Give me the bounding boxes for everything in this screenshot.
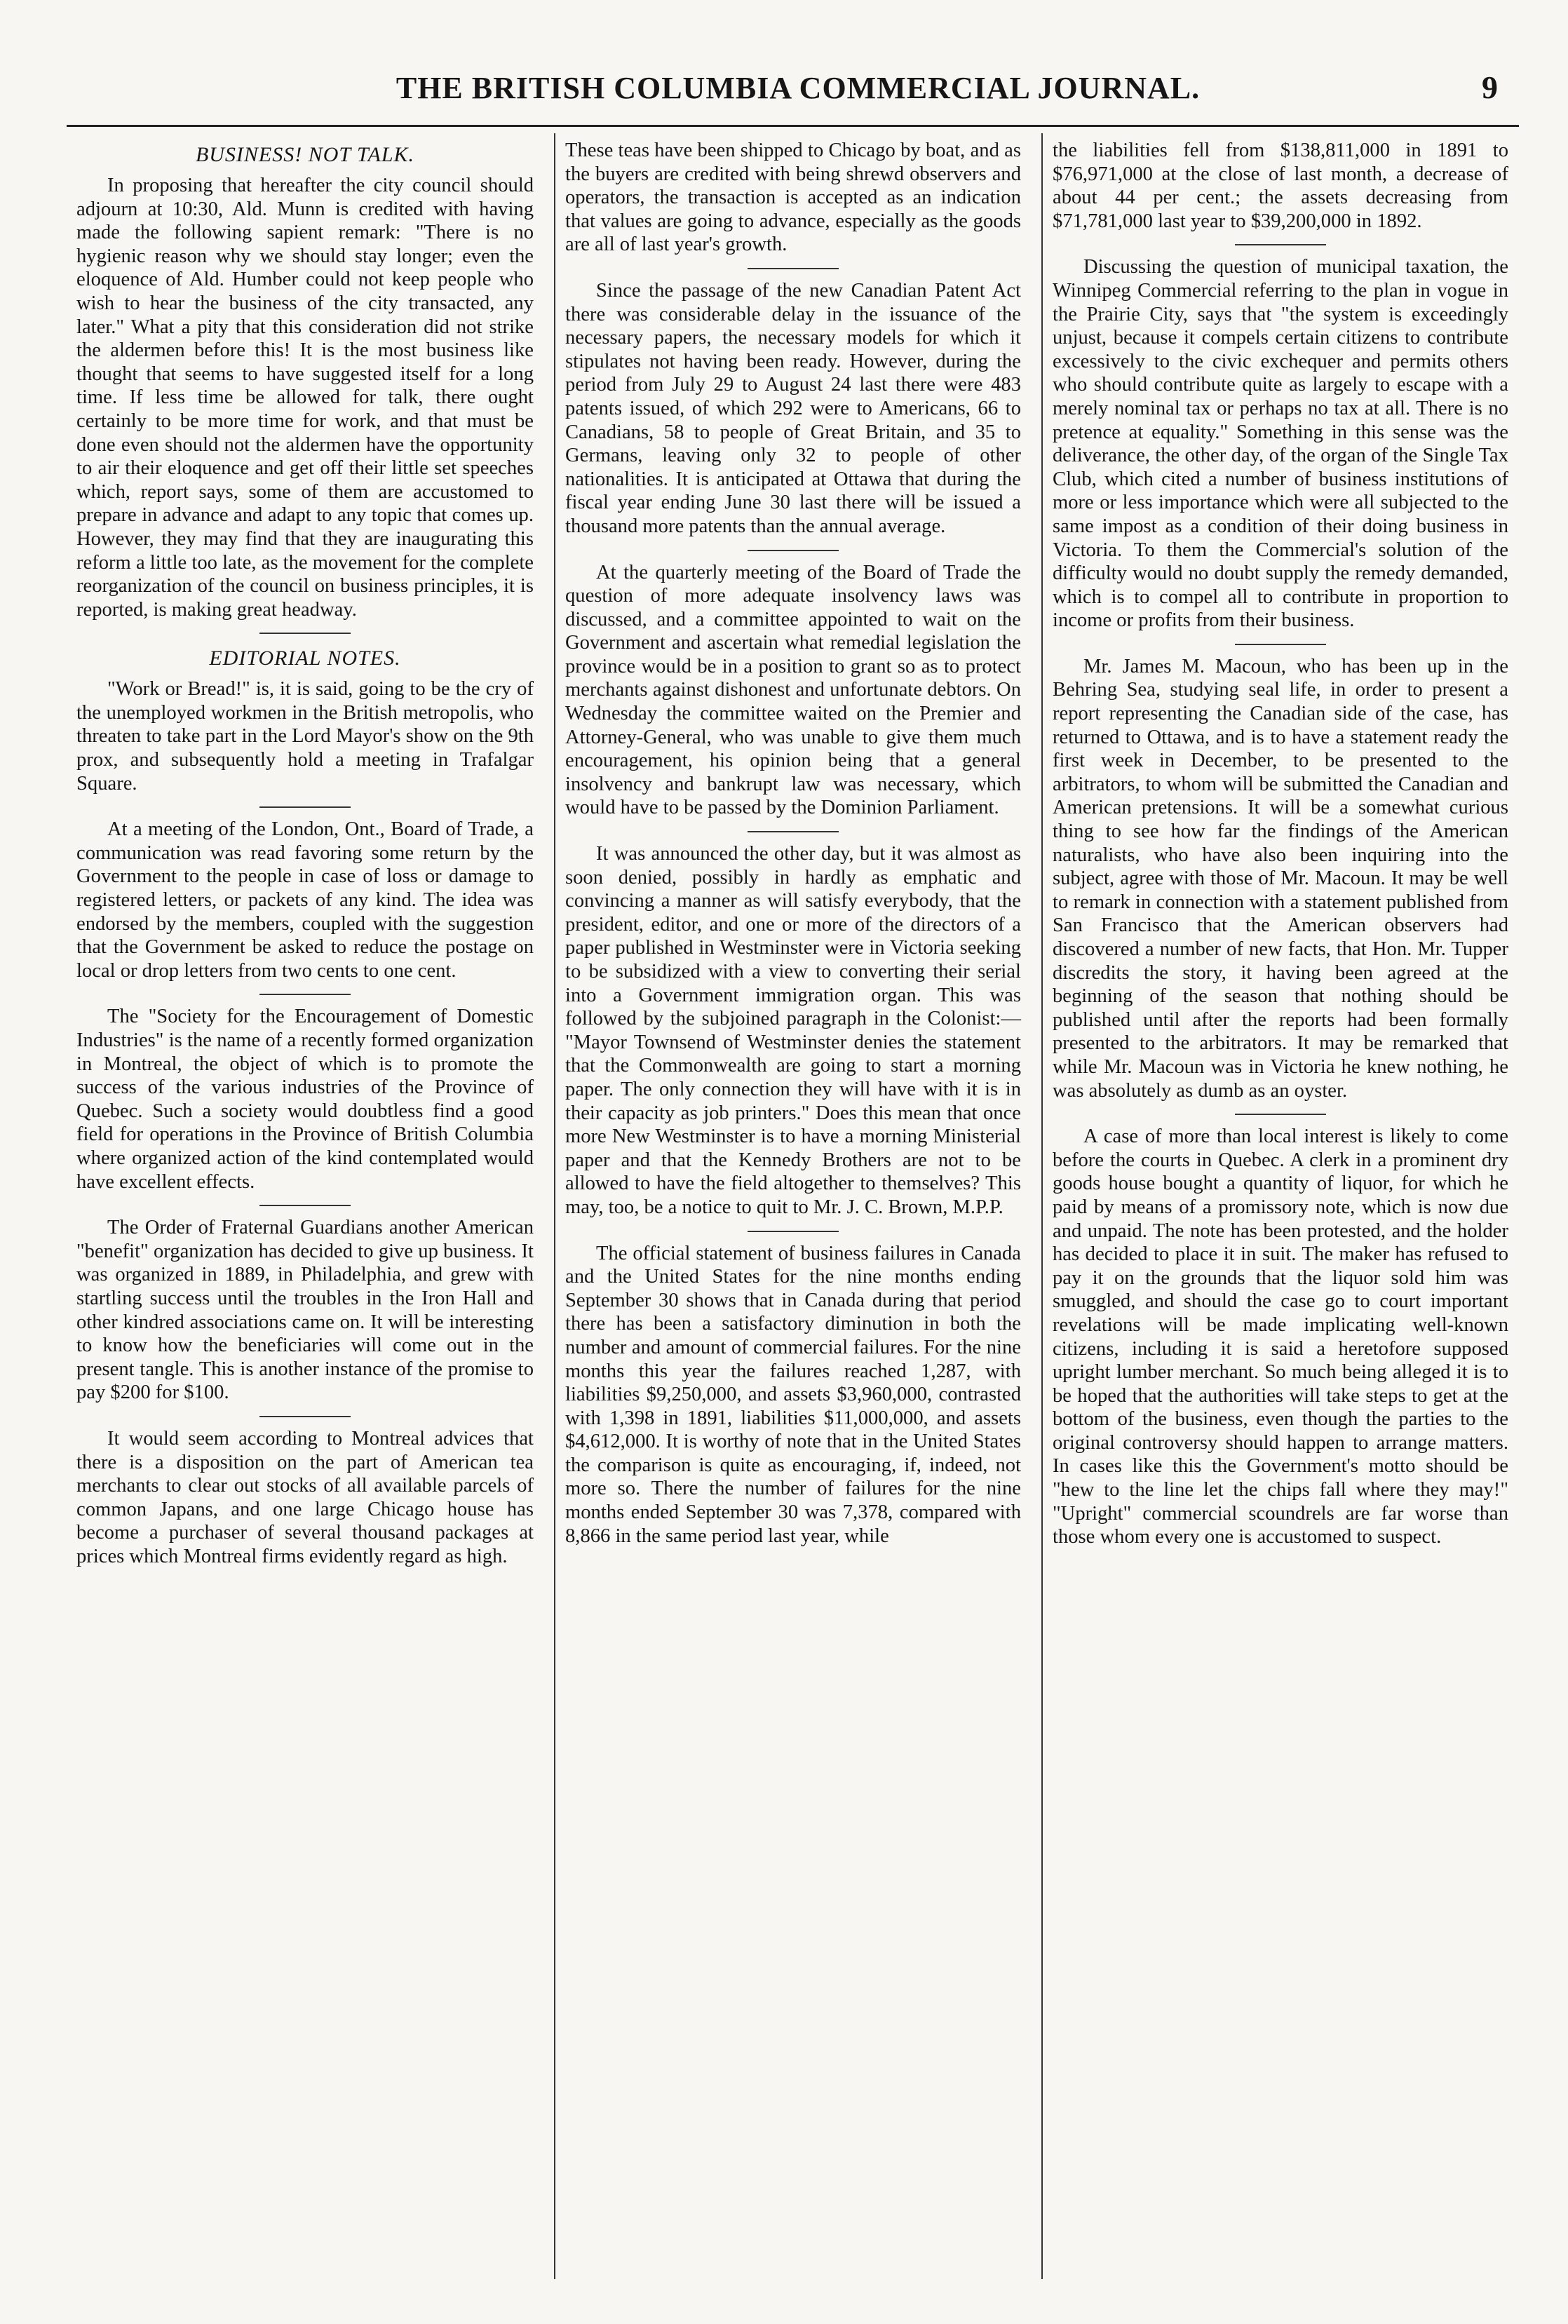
article-london-board-of-trade: At a meeting of the London, Ont., Board of Trade, a communication was read favoring some return by the Government to the people in case of loss or damage to registered letters, or packets of any kind. The idea was endorsed by the members, coupled with the suggestion that the Government be asked to reduce the postage on local or drop letters from two cents to one cent. <box>76 818 534 982</box>
article-business-failures: The official statement of business failures in Canada and the United States for the nine months ending September 30 shows that in Canada during that period there has been a satisfactory diminution in both the number and amount of commercial failures. For the nine months this year the failures reached 1,287, with liabilities $9,250,000, and assets $3,960,000, contrasted with 1,398 in 1891, liabilities $11,000,000, and assets $4,612,000. It is worthy of note that in the United States the comparison is quite as encouraging, if, indeed, not more so. There the number of failures for the nine months ended September 30 was 7,378, compared with 8,866 in the same period last year, while <box>565 1242 1021 1547</box>
separator-rule <box>259 633 351 634</box>
separator-rule <box>259 806 351 808</box>
article-domestic-industries-society: The "Society for the Encouragement of Domestic Industries" is the name of a recently formed organization in Montreal, the object of which is to promote the success of the various industries of the Province of Quebec. Such a society would doubtless find a good field for operations in the Province of British Columbia where organized action of the kind contemplated would have excellent effects. <box>76 1006 534 1193</box>
masthead-rule <box>67 125 1519 127</box>
separator-rule <box>259 994 351 995</box>
article-insolvency-laws: At the quarterly meeting of the Board of Trade the question of more adequate insolvency laws was discussed, and a committee appointed to wait on the Government and ascertain what remedial legislation the province would be in a position to grant so as to protect merchants against dishonest and unfortunate debtors. On Wednesday the committee waited on the Premier and Attorney-General, who was unable to give them much encouragement, his opinion being that a general insolvency and bankrupt law was necessary, which would have to be passed by the Dominion Parliament. <box>565 561 1021 819</box>
article-fraternal-guardians: The Order of Fraternal Guardians another American "benefit" organization has decided to give up business. It was organized in 1889, in Philadelphia, and grew with startling success until the troubles in the Iron Hall and other kindred associations came on. It will be interesting to know how the beneficiaries will come out in the present tangle. This is another instance of the promise to pay $200 for $100. <box>76 1217 534 1404</box>
separator-rule <box>259 1416 351 1417</box>
newspaper-title: THE BRITISH COLUMBIA COMMERCIAL JOURNAL. <box>396 71 1201 105</box>
article-patent-act: Since the passage of the new Canadian Patent Act there was considerable delay in the issuance of the necessary papers, the necessary models for which it stipulates not having been ready. However, during the period from July 29 to August 24 last there were 483 patents issued, of which 292 were to Americans, 66 to Canadians, 58 to people of Great Britain, and 35 to Germans, leaving only 32 to people of other nationalities. It is anticipated at Ottawa that during the fiscal year ending June 30 last there will be issued a thousand more patents than the annual average. <box>565 279 1021 537</box>
article-municipal-taxation: Discussing the question of municipal taxation, the Winnipeg Commercial referring to the plan in vogue in the Prairie City, says that "the system is exceedingly unjust, because it compels certain citizens to contribute excessively to the civic exchequer and permits others who should contribute quite as largely to escape with a merely nominal tax or perhaps no tax at all. There is no pretence at equality." Something in this sense was the deliverance, the other day, of the organ of the Single Tax Club, which cited a number of business institutions of more or less importance which were all subjected to the same impost as a condition of their doing business in Victoria. To them the Commercial's solution of the difficulty would no doubt supply the remedy demanded, which is to compel all to contribute in proportion to income or profits from their business. <box>1053 256 1508 632</box>
page-number: 9 <box>1482 69 1498 105</box>
separator-rule <box>259 1205 351 1206</box>
separator-rule <box>1235 1114 1326 1115</box>
separator-rule <box>748 268 839 269</box>
article-quebec-liquor-case: A case of more than local interest is likely to come before the courts in Quebec. A clerk in a prominent dry goods house bought a quantity of liquor, for which he paid by means of a promissory note, which is now due and unpaid. The note has been protested, and the holder has decided to place it in suit. The maker has refused to pay it on the grounds that the liquor sold him was smuggled, and should the case go to court important revelations will be made implicating well-known citizens, including it is said a heretofore supposed upright lumber merchant. So much being alleged it is to be hoped that the authorities will take steps to get at the bottom of the business, even though the parties to the original controversy should happen to arrange matters. In cases like this the Government's motto should be "hew to the line let the chips fall where they may!" "Upright" commercial scoundrels are far worse than those whom every one is accustomed to suspect. <box>1053 1126 1508 1548</box>
separator-rule <box>748 831 839 832</box>
column-1 <box>67 133 543 2279</box>
heading-editorial-notes: EDITORIAL NOTES. <box>209 647 401 670</box>
article-montreal-tea: It would seem according to Montreal advices that there is a disposition on the part of American tea merchants to clear out stocks of all available parcels of common Japans, and one large Chicago house has become a purchaser of several thousand packages at prices which Montreal firms evidently regard as high. <box>76 1427 534 1567</box>
article-macoun-seal-life: Mr. James M. Macoun, who has been up in the Behring Sea, studying seal life, in order to present a report representing the Canadian side of the case, has returned to Ottawa, and is to have a statement ready the first week in December, to be presented to the arbitrators, to whom will be submitted the Canadian and American pretensions. It will be a somewhat curious thing to see how far the findings of the American naturalists, who have also been inquiring into the subject, agree with those of Mr. Macoun. It may be well to remark in connection with a statement published from San Francisco that the American observers had discovered a number of new facts, that Hon. Mr. Tupper discredits the story, it having been agreed at the beginning of the season that nothing should be published until after the reports had been formally presented to the arbitrators. It may be remarked that while Mr. Macoun was in Victoria he knew nothing, he was absolutely as dumb as an oyster. <box>1053 655 1508 1102</box>
heading-business-not-talk: BUSINESS! NOT TALK. <box>195 143 415 166</box>
article-failures-continued: the liabilities fell from $138,811,000 in 1891 to $76,971,000 at the close of last month, a decrease of about 44 per cent.; the assets decreasing from $71,781,000 last year to $39,200,000 in 1892. <box>1053 140 1508 232</box>
separator-rule <box>748 550 839 551</box>
separator-rule <box>1235 244 1326 245</box>
column-2 <box>554 133 1031 2279</box>
masthead <box>70 65 1526 114</box>
column-3 <box>1041 133 1518 2279</box>
separator-rule <box>1235 644 1326 645</box>
article-business-not-talk: In proposing that hereafter the city council should adjourn at 10:30, Ald. Munn is credited with having made the following sapient remark: "There is no hygienic reason why we should stay longer; even the eloquence of Ald. Humber could not keep people who wish to hear the business of the city transacted, any later." What a pity that this consideration did not strike the aldermen before this! It is the most business like thought that seems to have suggested itself for a long time. If less time be allowed for talk, there ought certainly to be more time for work, and that must be done even should not the aldermen have the opportunity to air their eloquence and get off their little set speeches which, report says, some of them are accustomed to prepare in advance and adapt to any topic that comes up. However, they may find that they are inaugurating this reform a little too late, as the movement for the complete reorganization of the council on business principles, it is reported, is making great headway. <box>76 175 534 621</box>
article-work-or-bread: "Work or Bread!" is, it is said, going to be the cry of the unemployed workmen in the British metropolis, who threaten to take part in the Lord Mayor's show on the 9th prox, and subsequently hold a meeting in Trafalgar Square. <box>76 678 534 795</box>
article-tea-continued: These teas have been shipped to Chicago by boat, and as the buyers are credited with being shrewd observers and operators, the transaction is accepted as an indication that values are going to advance, especially as the goods are all of last year's growth. <box>565 140 1021 256</box>
separator-rule <box>748 1231 839 1232</box>
article-columns <box>67 133 1519 2279</box>
article-westminster-paper: It was announced the other day, but it was almost as soon denied, possibly in hardly as emphatic and convincing a manner as will satisfy everybody, that the president, editor, and one or more of the directors of a paper published in Westminster were in Victoria seeking to be subsidized with a view to converting their serial into a Government immigration organ. This was followed by the subjoined paragraph in the Colonist:— "Mayor Townsend of Westminster denies the statement that the Commonwealth are going to start a morning paper. The only connection they will have with it is in their capacity as job printers." Does this mean that once more New Westminster is to have a morning Ministerial paper and that the Kennedy Brothers are not to be allowed to have the field altogether to themselves? This may, too, be a notice to quit to Mr. J. C. Brown, M.P.P. <box>565 843 1021 1218</box>
